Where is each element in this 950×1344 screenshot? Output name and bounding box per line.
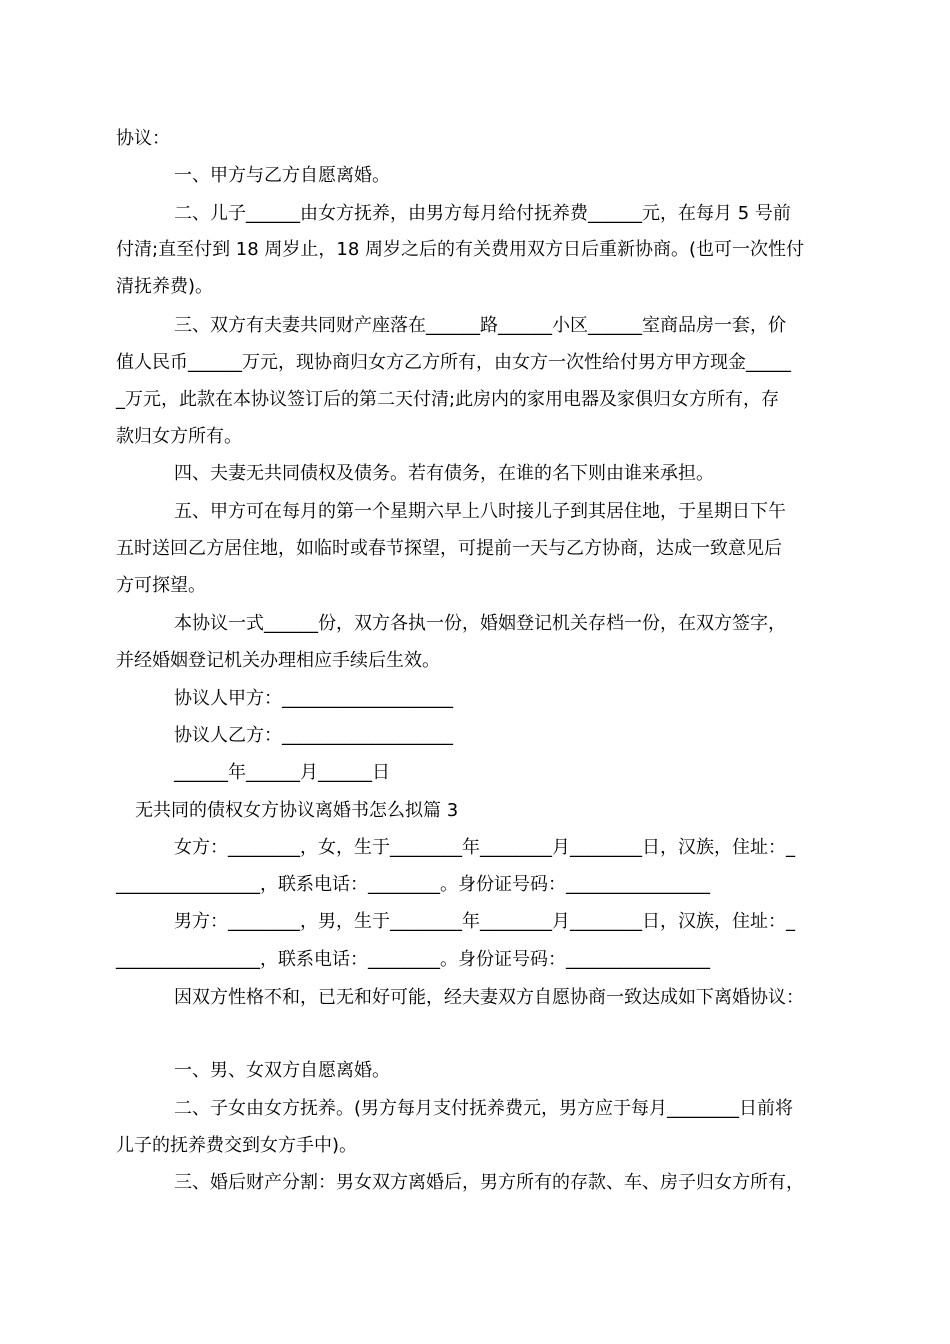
text-line: 四、夫妻无共同债权及债务。若有债务，在谁的名下则由谁来承担。 xyxy=(174,463,714,484)
text-line: 三、双方有夫妻共同财产座落在______路______小区______室商品房一套，价 xyxy=(174,315,786,336)
text-line: 儿子的抚养费交到女方手中)。 xyxy=(116,1135,358,1156)
text-line: ________________，联系电话：________。身份证号码：________________ xyxy=(116,949,710,970)
signature-line-party-a: 协议人甲方：___________________ xyxy=(174,688,453,709)
text-line: 值人民币______万元，现协商归女方乙方所有，由女方一次性给付男方甲方现金_____ xyxy=(116,352,791,373)
text-line: 本协议一式______份，双方各执一份，婚姻登记机关存档一份，在双方签字， xyxy=(174,613,786,634)
text-line: 付清;直至付到 18 周岁止，18 周岁之后的有关费用双方日后重新协商。(也可一次性付 xyxy=(116,239,805,260)
text-line: 五时送回乙方居住地，如临时或春节探望，可提前一天与乙方协商，达成一致意见后 xyxy=(116,538,782,559)
text-line: 因双方性格不和，已无和好可能，经夫妻双方自愿协商一致达成如下离婚协议： xyxy=(174,987,804,1008)
signature-line-party-b: 协议人乙方：___________________ xyxy=(174,725,453,746)
text-line: 协议： xyxy=(116,128,170,149)
text-line: 并经婚姻登记机关办理相应手续后生效。 xyxy=(116,650,440,671)
text-line: 一、男、女双方自愿离婚。 xyxy=(174,1060,390,1081)
text-line: ________________，联系电话：________。身份证号码：________________ xyxy=(116,874,710,895)
date-line: ______年______月______日 xyxy=(174,762,390,783)
text-line: 方可探望。 xyxy=(116,575,206,596)
text-line: 五、甲方可在每月的第一个星期六早上八时接儿子到其居住地，于星期日下午 xyxy=(174,501,786,522)
text-line: 一、甲方与乙方自愿离婚。 xyxy=(174,165,390,186)
text-line: 二、子女由女方抚养。(男方每月支付抚养费元，男方应于每月________日前将 xyxy=(174,1098,794,1119)
text-line: 款归女方所有。 xyxy=(116,426,242,447)
text-line: _万元，此款在本协议签订后的第二天付清;此房内的家用电器及家俱归女方所有，存 xyxy=(116,389,780,410)
text-line: 三、婚后财产分割：男女双方离婚后，男方所有的存款、车、房子归女方所有， xyxy=(174,1172,804,1193)
text-line: 二、儿子______由女方抚养，由男方每月给付抚养费______元，在每月 5 号前 xyxy=(174,203,791,224)
text-line: 男方：________，男，生于________年________月________日，汉族，住址：_ xyxy=(174,911,795,932)
text-line: 女方：________，女，生于________年________月________日，汉族，住址：_ xyxy=(174,837,795,858)
text-line: 清抚养费)。 xyxy=(116,276,214,297)
section-heading: 无共同的债权女方协议离婚书怎么拟篇 3 xyxy=(135,800,459,821)
